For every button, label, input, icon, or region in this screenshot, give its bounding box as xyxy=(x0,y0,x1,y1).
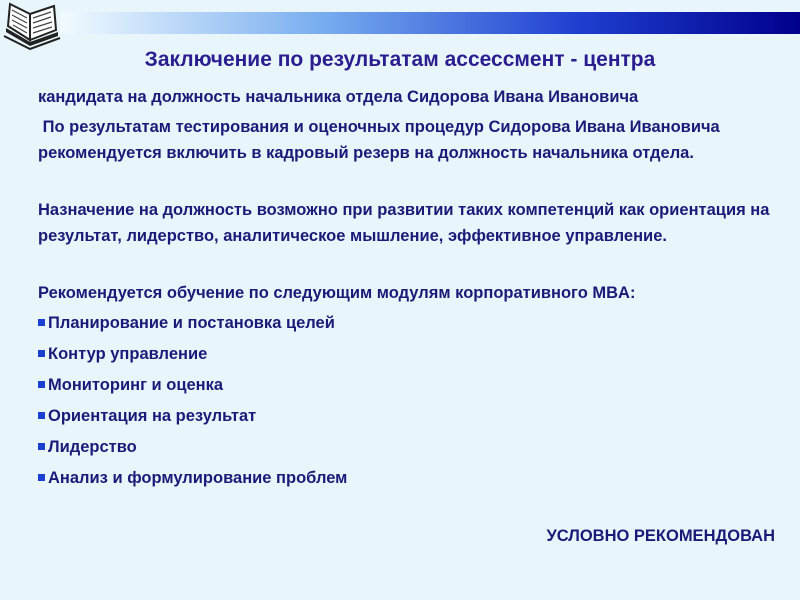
training-paragraph: Рекомендуется обучение по следующим модулям корпоративного MBA: xyxy=(38,284,636,302)
open-book-icon xyxy=(2,2,62,50)
square-bullet-icon xyxy=(38,381,45,388)
candidate-subtitle: кандидата на должность начальника отдела Сидорова Ивана Ивановича xyxy=(38,88,639,106)
list-item-label: Ориентация на результат xyxy=(48,407,257,425)
list-item xyxy=(38,465,347,496)
development-paragraph: Назначение на должность возможно при развитии таких компетенций как ориентация на результат, лидерство, аналитическое мышление, эффективное управление. xyxy=(38,201,770,245)
list-item xyxy=(38,310,347,341)
list-item-label: Мониторинг и оценка xyxy=(48,376,224,394)
mba-modules-list xyxy=(38,310,347,496)
square-bullet-icon xyxy=(38,350,45,357)
square-bullet-icon xyxy=(38,319,45,326)
square-bullet-icon xyxy=(38,474,45,481)
list-item xyxy=(38,403,347,434)
list-item xyxy=(38,434,347,465)
page-title: Заключение по результатам ассессмент - центра xyxy=(144,48,656,71)
list-item-label: Контур управление xyxy=(48,345,208,363)
square-bullet-icon xyxy=(38,443,45,450)
list-item-label: Лидерство xyxy=(48,438,137,456)
header-gradient-bar xyxy=(60,12,800,34)
verdict-label: УСЛОВНО РЕКОМЕНДОВАН xyxy=(546,527,775,545)
list-item-label: Планирование и постановка целей xyxy=(48,314,335,332)
list-item xyxy=(38,372,347,403)
list-item-label: Анализ и формулирование проблем xyxy=(48,469,348,487)
list-item xyxy=(38,341,347,372)
conclusion-paragraph: По результатам тестирования и оценочных процедур Сидорова Ивана Ивановича рекомендуется включить в кадровый резерв на должность начальника отдела. xyxy=(38,118,725,162)
square-bullet-icon xyxy=(38,412,45,419)
